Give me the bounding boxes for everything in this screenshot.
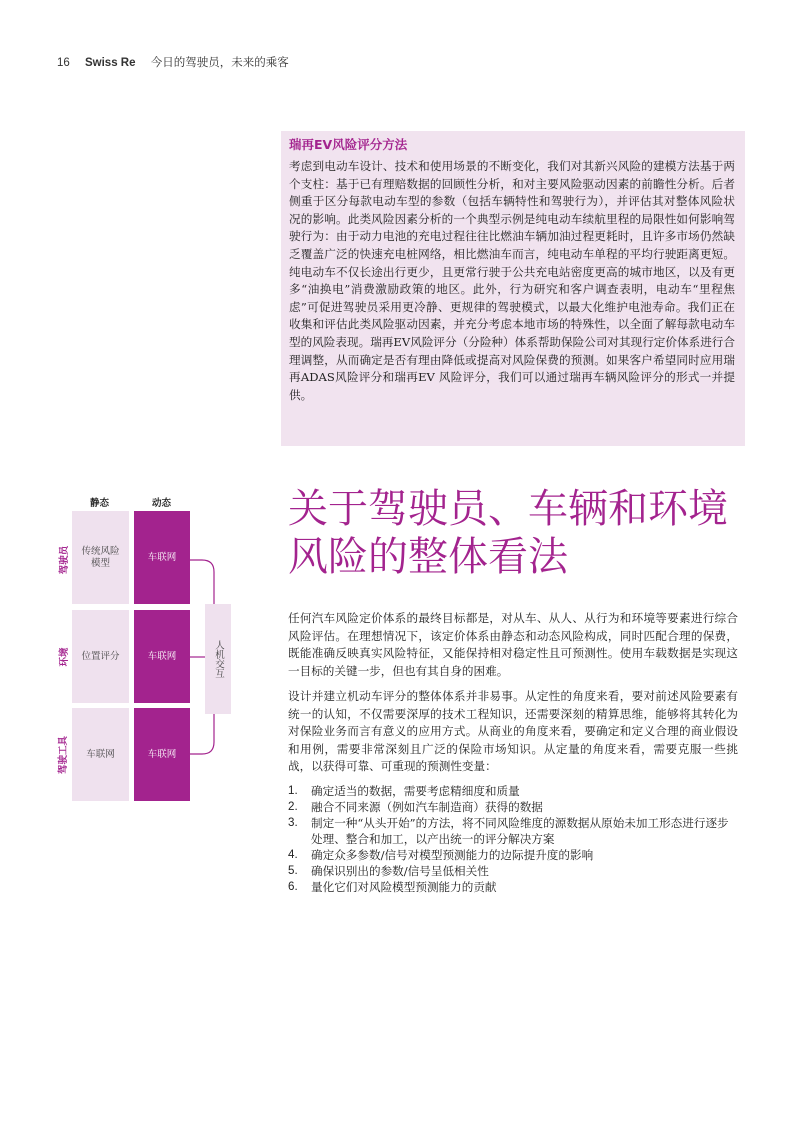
box-title: 瑞再EV风险评分方法 bbox=[289, 137, 408, 152]
cell-vehicle-dynamic: 车联网 bbox=[134, 708, 190, 801]
cell-environment-static: 位置评分 bbox=[72, 610, 129, 703]
section-heading: 关于驾驶员、车辆和环境风险的整体看法 bbox=[288, 486, 728, 580]
list-item: 4. 确定众多参数/信号对模型预测能力的边际提升度的影响 bbox=[288, 848, 594, 862]
running-title: 今日的驾驶员，未来的乘客 bbox=[150, 55, 289, 69]
column-header-dynamic: 动态 bbox=[152, 498, 172, 509]
page-header bbox=[57, 54, 289, 70]
brand-name: Swiss Re bbox=[85, 57, 136, 69]
cell-driver-static: 传统风险 模型 bbox=[72, 511, 129, 604]
list-item: 2. 融合不同来源（例如汽车制造商）获得的数据 bbox=[288, 800, 543, 814]
list-item: 3. 制定一种“从头开始”的方法，将不同风险维度的源数据从原始未加工形态进行逐步处理、整合和加工，以产出统一的评分解决方案 bbox=[288, 816, 729, 846]
list-item: 1. 确定适当的数据，需要考虑精细度和质量 bbox=[288, 784, 520, 798]
column-header-static: 静态 bbox=[90, 498, 110, 509]
cell-driver-dynamic: 车联网 bbox=[134, 511, 190, 604]
cell-vehicle-static: 车联网 bbox=[72, 708, 129, 801]
cell-environment-dynamic: 车联网 bbox=[134, 610, 190, 703]
hmi-label: 人机交互 bbox=[213, 640, 224, 678]
page-number: 16 bbox=[57, 57, 70, 69]
list-item: 6. 量化它们对风险模型预测能力的贡献 bbox=[288, 880, 497, 894]
paragraph-1: 任何汽车风险定价体系的最终目标都是，对从车、从人、从行为和环境等要素进行综合风险评估。在理想情况下，该定价体系由静态和动态风险构成，同时匹配合理的保费，既能准确反映真实风险特征，又能保持相对稳定性且可预测性。使用车载数据是实现这一目标的关键一步，但也有其自身的困难。 bbox=[288, 611, 738, 678]
challenges-list bbox=[288, 783, 740, 895]
row-label-vehicle: 驾驶工具 bbox=[58, 736, 69, 775]
paragraph-2: 设计并建立机动车评分的整体体系并非易事。从定性的角度来看，要对前述风险要素有统一的认知，不仅需要深厚的技术工程知识，还需要深刻的精算思维，能够将其转化为对保险业务而言有意义的应用方式。从商业的角度来看，要确定和定义合理的商业假设和用例，需要非常深刻且广泛的保险市场知识。从定量的角度来看，需要克服一些挑战，以获得可靠、可重现的预测性变量： bbox=[288, 689, 738, 774]
ev-risk-score-box bbox=[281, 131, 745, 446]
human-machine-interaction-box bbox=[205, 604, 231, 714]
row-label-driver: 驾驶员 bbox=[59, 545, 70, 575]
row-label-environment: 环境 bbox=[59, 647, 70, 667]
list-item: 5. 确保识别出的参数/信号呈低相关性 bbox=[288, 864, 489, 878]
box-body: 考虑到电动车设计、技术和使用场景的不断变化，我们对其新兴风险的建模方法基于两个支柱：基于已有理赔数据的回顾性分析，和对主要风险驱动因素的前瞻性分析。后者侧重于区分每款电动车型的参数（包括车辆特性和驾驶行为），并评估其对整体风险状况的影响。此类风险因素分析的一个典型示例是纯电动车续航里程的局限性如何影响驾驶行为：由于动力电池的充电过程往往比燃油车辆加油过程更耗时，且许多市场仍然缺乏覆盖广泛的快速充电桩网络，相比燃油车而言，纯电动车单程的平均行驶距离更短。纯电动车不仅长途出行更少，且更常行驶于公共充电站密度更高的城市地区，以及有更多“油换电”消费激励政策的地区。此外，行为研究和客户调查表明，电动车“里程焦虑”可促进驾驶员采用更冷静、更规律的驾驶模式，以最大化维护电池寿命。我们正在收集和评估此类风险驱动因素，并充分考虑本地市场的特殊性，以全面了解每款电动车型的风险表现。瑞再EV风险评分（分险种）体系帮助保险公司对其现行定价体系进行合理调整，从而确定是否有理由降低或提高对风险保费的预测。如果客户希望同时应用瑞再ADAS风险评分和瑞再EV 风险评分，我们可以通过瑞再车辆风险评分的形式一并提供。 bbox=[289, 159, 735, 402]
